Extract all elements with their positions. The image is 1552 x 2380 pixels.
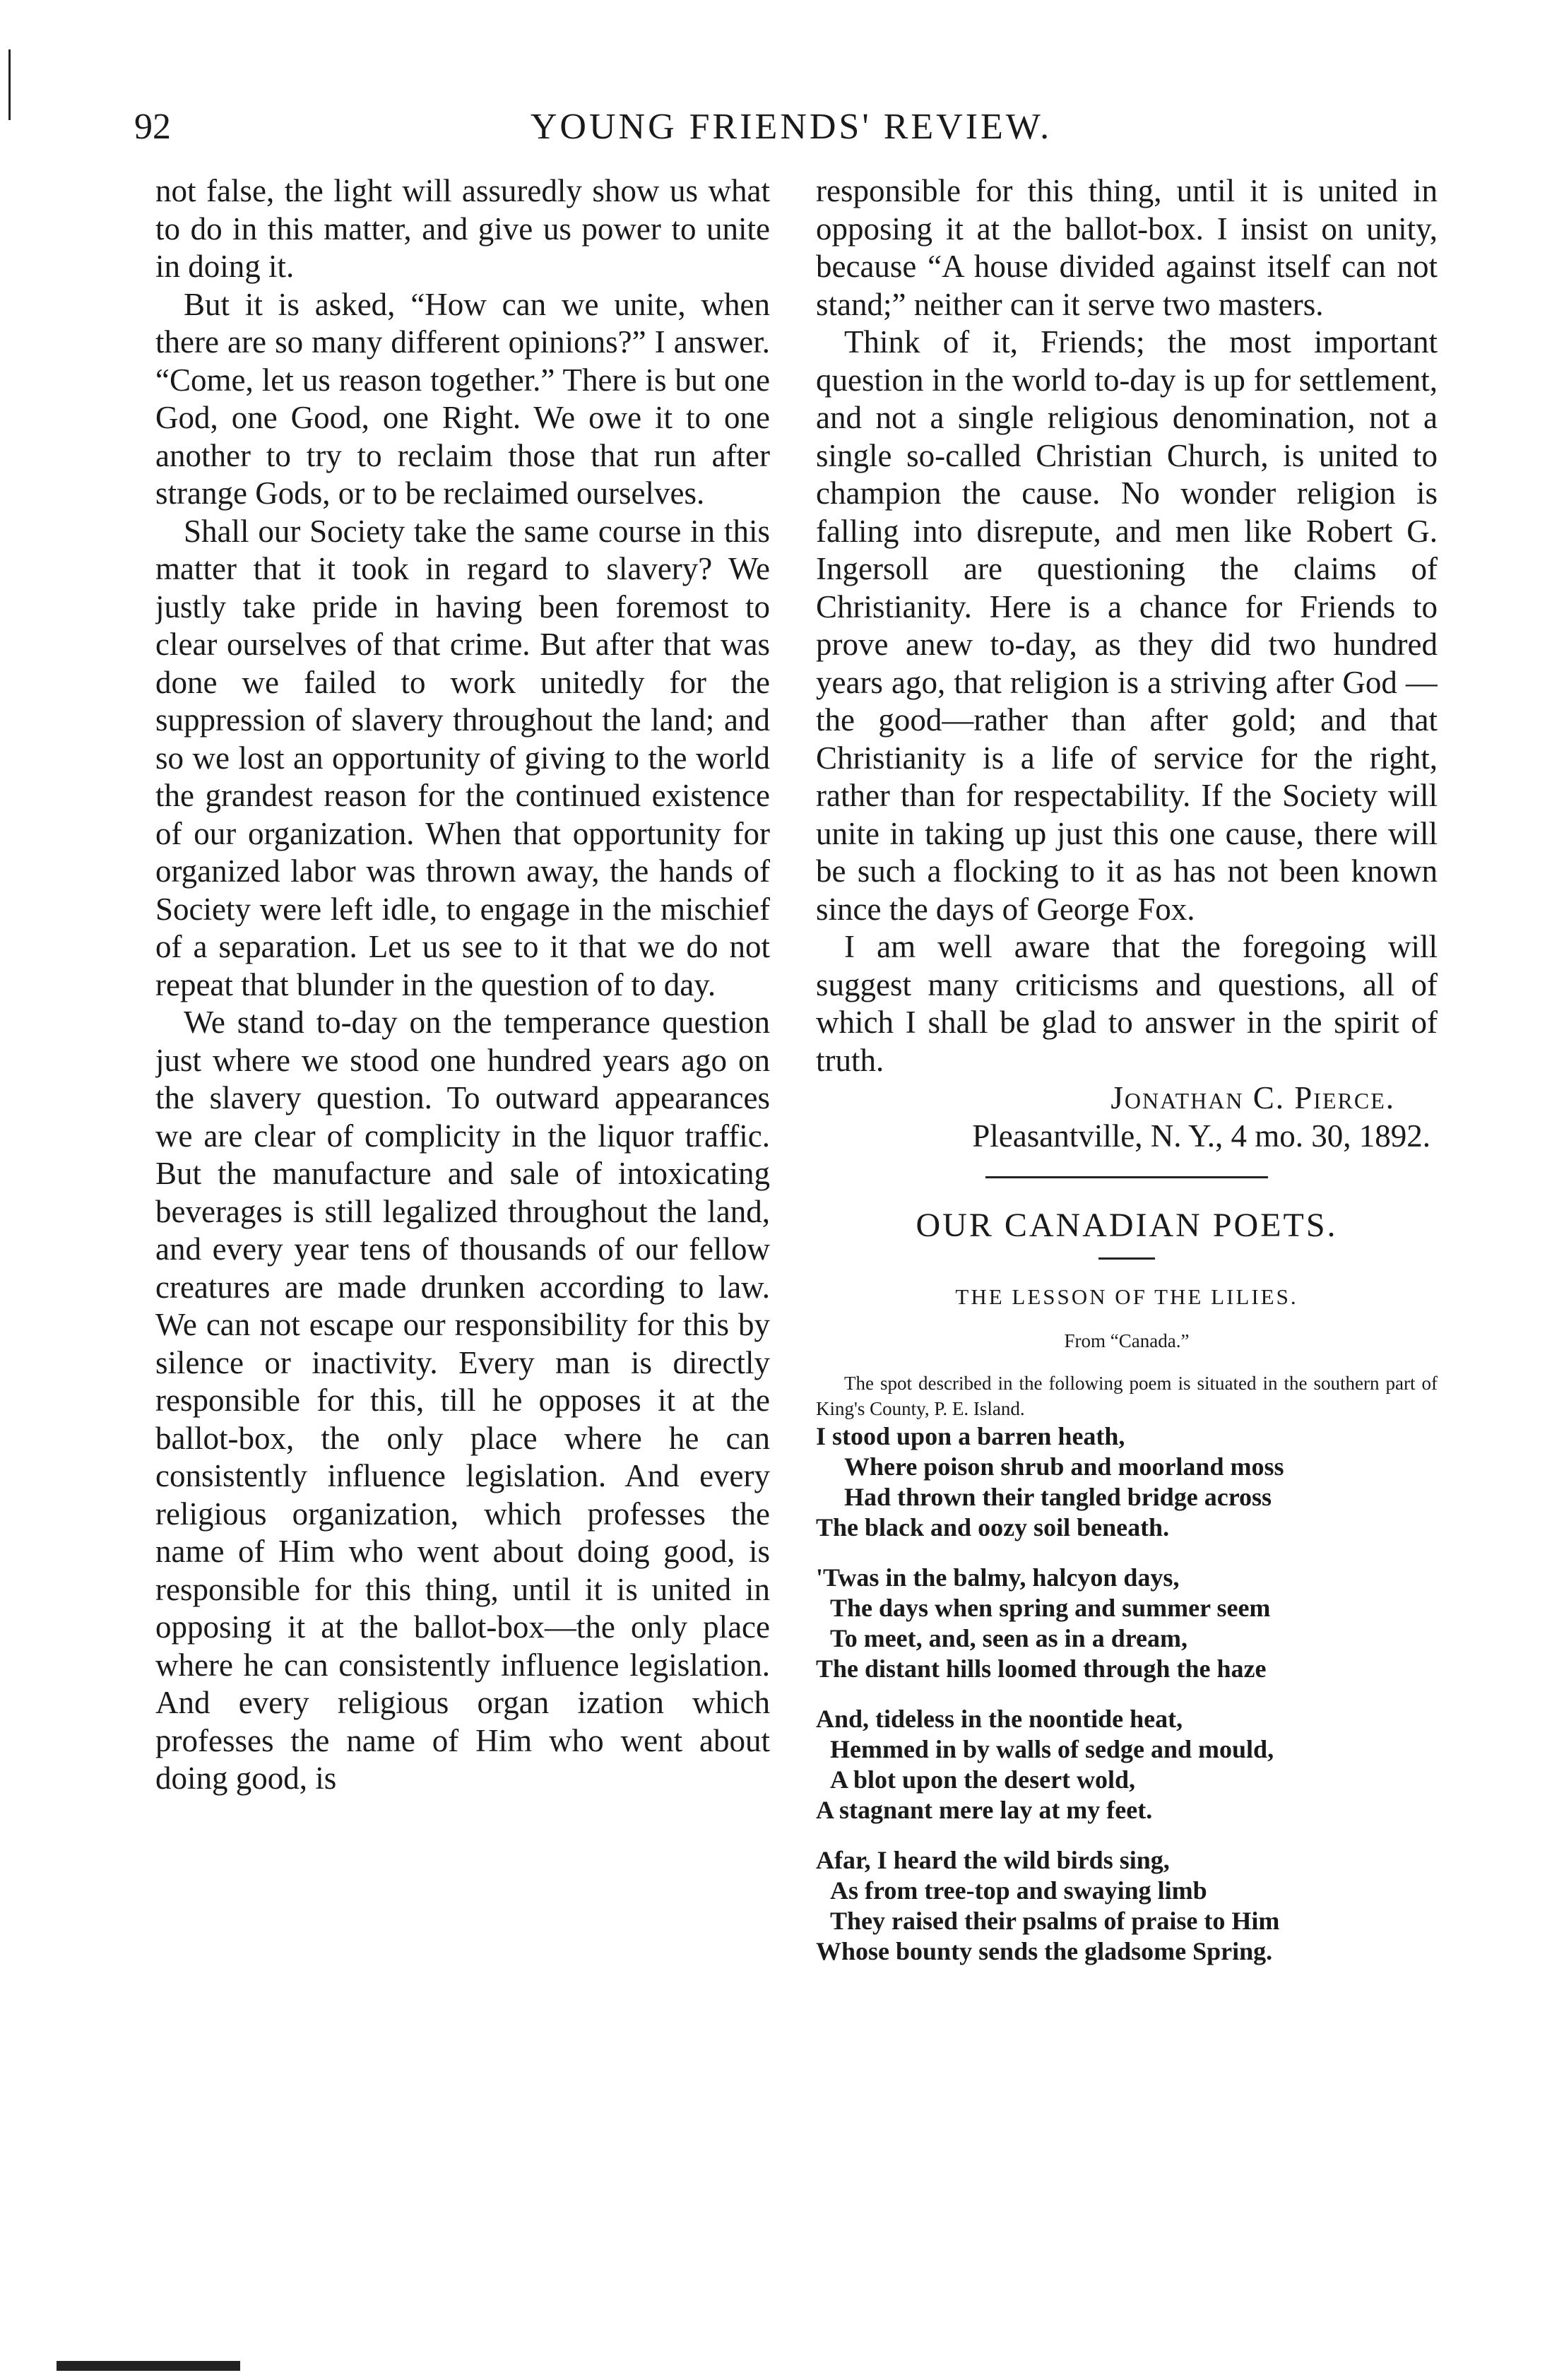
page-header <box>134 106 1448 155</box>
footer-mark <box>57 2361 240 2371</box>
poem-line: I stood upon a barren heath, <box>816 1421 1125 1450</box>
paragraph: Think of it, Friends; the most important question in the world to-day is up for settlement, and not a single religious denomination, not a single so-called Christian Church, is united to champion the cause. No wonder religion is falling into disrepute, and men like Robert G. Ingersoll are questioning the claims of Christianity. Here is a chance for Friends to prove anew to-day, as they did two hundred years ago, that religion is a striving after God —the good—rather than after gold; and that Christianity is a life of service for the right, rather than for respectability. If the Society will unite in taking up just this one cause, there will be such a flocking to it as has not been known since the days of George Fox. <box>816 324 1438 927</box>
paragraph: But it is asked, “How can we unite, when there are so many different opinions?” I answer. “Come, let us reason together.” There is but one God, one Good, one Right. We owe it to one another to try to reclaim those that run after strange Gods, or to be reclaimed ourselves. <box>155 286 770 511</box>
stanza <box>816 1704 1438 1825</box>
stanza <box>816 1563 1438 1684</box>
poem-line: 'Twas in the balmy, halcyon days, <box>816 1563 1180 1592</box>
poem-title: THE LESSON OF THE LILIES. <box>955 1284 1298 1309</box>
signature: Jonathan C. Pierce. <box>1110 1080 1395 1115</box>
poem-line: A blot upon the desert wold, <box>830 1765 1136 1794</box>
poem-line: Whose bounty sends the gladsome Spring. <box>816 1936 1273 1965</box>
section-divider <box>985 1176 1268 1178</box>
poem-line: Afar, I heard the wild birds sing, <box>816 1845 1170 1874</box>
poem-line: The distant hills loomed through the haze <box>816 1654 1267 1683</box>
paragraph: not false, the light will assuredly show us what to do in this matter, and give us power to unite in doing it. <box>155 173 770 284</box>
poem-line: They raised their psalms of praise to Him <box>830 1906 1280 1935</box>
running-title: YOUNG FRIENDS' REVIEW. <box>530 107 1053 147</box>
poem-line: And, tideless in the noontide heat, <box>816 1704 1183 1733</box>
stanza <box>816 1845 1438 1967</box>
stanza <box>816 1421 1438 1543</box>
paragraph: responsible for this thing, until it is united in opposing it at the ballot-box. I insist on unity, because “A house divided against itself can not stand;” neither can it serve two masters. <box>816 173 1438 322</box>
paragraph: I am well aware that the foregoing will suggest many criticisms and questions, all of which I shall be glad to answer in the spirit of truth. <box>816 929 1438 1078</box>
poem-line: The days when spring and summer seem <box>830 1593 1271 1622</box>
page-number: 92 <box>134 107 171 147</box>
dateline: Pleasantville, N. Y., 4 mo. 30, 1892. <box>972 1118 1430 1154</box>
poem-line: A stagnant mere lay at my feet. <box>816 1795 1153 1824</box>
left-column <box>155 172 770 2299</box>
poem-source: From “Canada.” <box>1064 1330 1190 1351</box>
margin-rule <box>8 49 11 120</box>
paragraph: Shall our Society take the same course in this matter that it took in regard to slavery? We justly take pride in having been foremost to clear ourselves of that crime. But after that was done we failed to work unitedly for the suppression of slavery throughout the land; and so we lost an opportunity of giving to the world the grandest reason for the continued existence of our organization. When that opportunity for organized labor was thrown away, the hands of Society were left idle, to engage in the mischief of a separation. Let us see to it that we do not repeat that blunder in the question of to day. <box>155 513 770 1002</box>
paragraph: We stand to-day on the temperance question just where we stood one hundred years ago on the slavery question. To outward appearances we are clear of complicity in the liquor traffic. But the manufacture and sale of intoxicating beverages is still legalized throughout the land, and every year tens of thousands of our fellow creatures are made drunken according to law. We can not escape our responsibility for this by silence or inactivity. Every man is directly responsible for this, till he opposes it at the ballot-box, the only place where he can consistently influence legislation. And every religious organization, which professes the name of Him who went about doing good, is responsible for this thing, until it is united in opposing it at the ballot-box—the only place where he can consistently influence legislation. And every religious organ ization which professes the name of Him who went about doing good, is <box>155 1005 770 1796</box>
section-title: OUR CANADIAN POETS. <box>916 1207 1338 1244</box>
poem-line: As from tree-top and swaying limb <box>830 1876 1207 1905</box>
poem-line: Hemmed in by walls of sedge and mould, <box>830 1734 1274 1763</box>
poem-line: Where poison shrub and moorland moss <box>844 1452 1284 1481</box>
poem-line: Had thrown their tangled bridge across <box>844 1482 1272 1511</box>
right-column <box>816 172 1438 2299</box>
title-dash <box>1098 1257 1155 1260</box>
poem-note: The spot described in the following poem is situated in the southern part of King's County, P. E. Island. <box>816 1372 1438 1419</box>
poem-line: The black and oozy soil beneath. <box>816 1512 1170 1541</box>
poem-line: To meet, and, seen as in a dream, <box>830 1623 1188 1652</box>
